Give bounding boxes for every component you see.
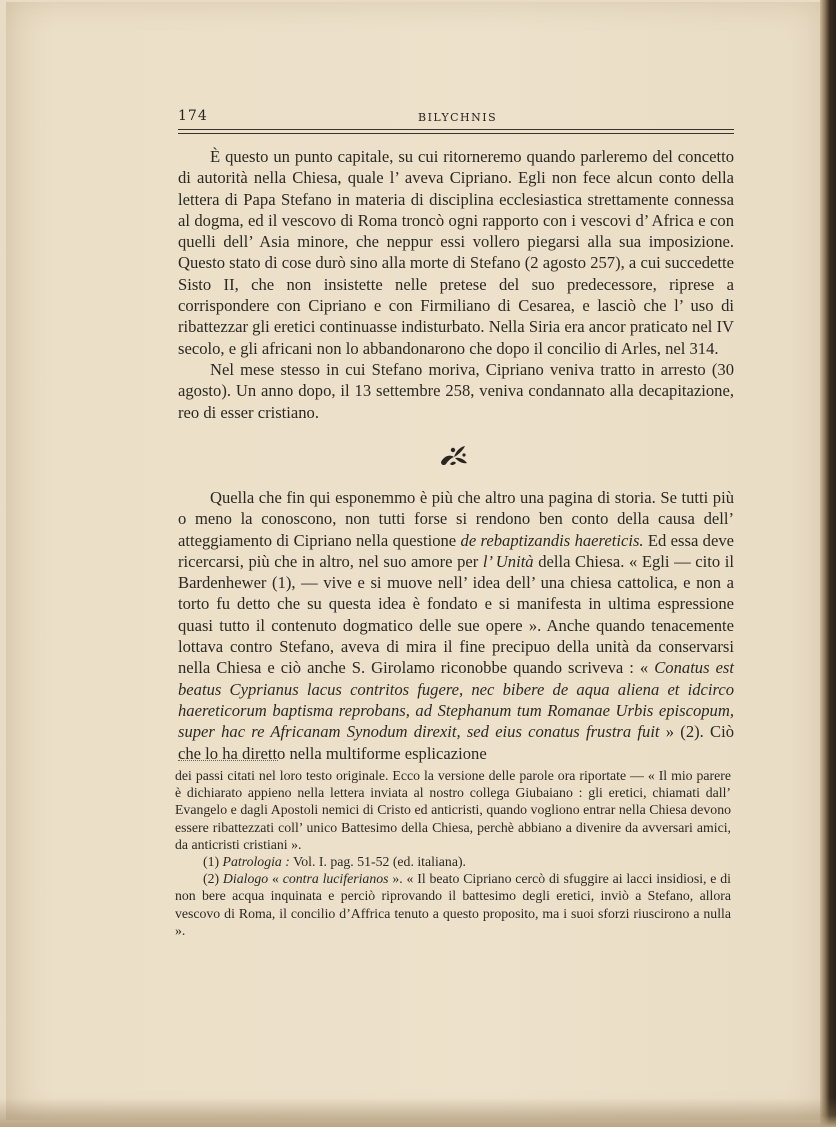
footnote-separator xyxy=(178,760,278,761)
footnote-text: « xyxy=(268,871,283,887)
header-rule-top xyxy=(178,129,734,130)
paragraph-arrest: Nel mese stesso in cui Stefano moriva, Cipriano veniva tratto in arresto (30 agosto). Un anno dopo, il 13 settembre 258, veniva condannato alla decapitazione, reo di esser cristiano. xyxy=(178,359,734,422)
text-run: della Chiesa. « Egli — cito il Bardenhewer (1), — vive e si muove nell’ idea dell’ una chiesa cattolica, e non a torto fu detto che su questa idea è fondato e si manifesta in ultima espressione quasi tutto il contenuto dogmatico delle sue opere ». Anche quando tenacemente lottava contro Stefano, aveva di mira il fine precipuo della unità da conservarsi nella Chiesa e ciò anche S. Girolamo riconobbe quando scriveva : « xyxy=(178,551,734,678)
page-number: 174 xyxy=(178,108,208,124)
paragraph-unity xyxy=(178,487,734,764)
footnote-title: Dialogo xyxy=(222,871,269,887)
footnote-text: Vol. I. pag. 51-52 (ed. italiana). xyxy=(289,854,467,870)
italic-phrase: de rebaptizandis haereticis. xyxy=(460,530,644,550)
running-head: BILYCHNIS xyxy=(418,111,498,124)
text-run: Quella che fin qui esponemmo è più che altro una pagina di storia. Se tutti più o meno la conoscono, non tutti forse si rendono ben conto della causa dell’ atteggiamento di Cipriano nella questione xyxy=(178,488,734,550)
text-run: » (2). Ciò che lo ha diretto nella multiforme esplicazione xyxy=(178,722,734,763)
paragraph-authority: È questo un punto capitale, su cui ritorneremo quando parleremo del concetto di autorità nella Chiesa, quale l’ aveva Cipriano. Egli non fece alcun conto della lettera di Papa Stefano in materia di disciplina ecclesiastica strettamente connessa al dogma, ed il vescovo di Roma troncò ogni rapporto con i vescovi d’ Africa e con quelli dell’ Asia minore, che neppur essi vollero piegarsi alla sua imposizione. Questo stato di cose durò sino alla morte di Stefano (2 agosto 257), a cui succedette Sisto II, che non insistette nelle pretese del suo predecessore, riprese a corrispondere con Cipriano e con Firmiliano di Cesarea, e lasciò che l’ uso di ribattezzar gli eretici continuasse indisturbato. Nella Siria era ancor praticato nel IV secolo, e gli africani non lo abbandonarono che dopo il concilio di Arles, nel 314. xyxy=(178,147,734,358)
text-run: Ed essa deve ricercarsi, più che in altro, nel suo amore per xyxy=(178,530,734,571)
footnotes xyxy=(175,767,731,939)
footnote-number: (2) xyxy=(203,871,223,887)
section-two xyxy=(178,487,734,764)
fleuron-icon xyxy=(438,442,470,468)
header-rule-bottom xyxy=(178,133,734,134)
footnote-title: contra luciferianos xyxy=(282,871,389,887)
footnote-title: Patrologia : xyxy=(222,854,290,870)
section-one xyxy=(178,146,734,423)
footnote-number: (1) xyxy=(203,854,223,870)
footnote-1 xyxy=(175,853,731,870)
page-bottom-edge xyxy=(0,1098,836,1127)
footnote-continuation: dei passi citati nel loro testo originale. Ecco la versione delle parole ora riportate — « Il mio parere è dichiarato appieno nella lettera inviata al nostro collega Giubaiano : gli eretici, chiamati dall’ Evangelo e dagli Apostoli nemici di Cristo ed anticristi, quando vogliono entrar nella Chiesa devono essere ribattezzati coll’ unico Battesimo della Chiesa, perchè abbiano a divenire da avversari amici, da anticristi cristiani ». xyxy=(175,768,731,852)
book-spine-edge xyxy=(820,0,836,1127)
footnote-2 xyxy=(175,870,731,939)
italic-phrase: l’ Unità xyxy=(482,551,534,571)
footnote-text: ». « Il beato Cipriano cercò di sfuggire ai lacci insidiosi, e di non bere acqua inquinata e perciò riprovando il battesimo degli eretici, inviò a Stefano, allora vescovo di Roma, il concilio d’Affrica tenuto a questo proposito, ma i suoi sforzi riuscirono a nulla ». xyxy=(175,871,731,938)
latin-quote: Conatus est beatus Cyprianus lacus contritos fugere, nec bibere de aqua aliena et idcirco haereticorum baptisma reprobans, ad Stephanum tum Romanae Urbis episcopum, super hac re Africanam Synodum direxit, sed eius conatus frustra fuit xyxy=(178,658,735,742)
